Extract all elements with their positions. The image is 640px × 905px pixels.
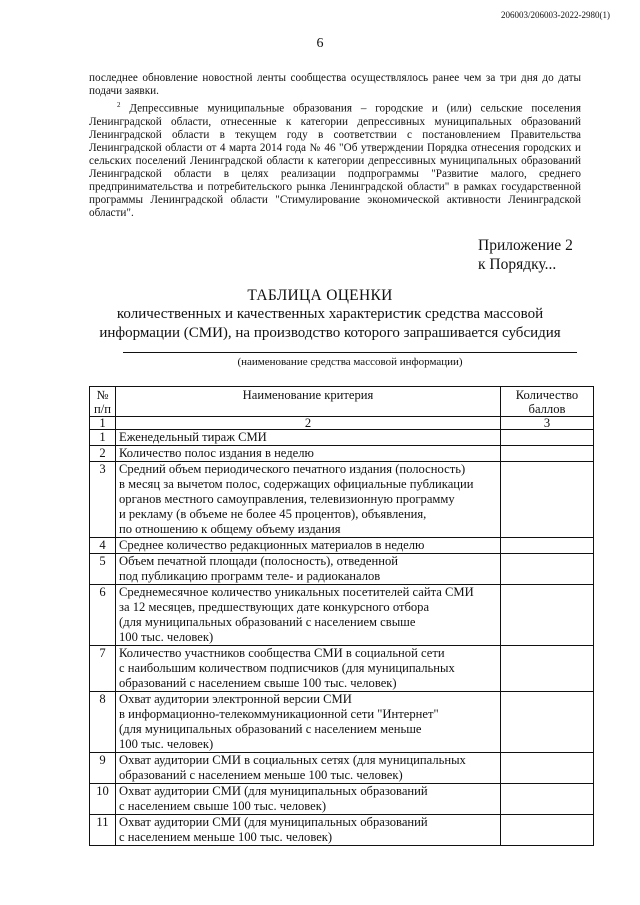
row-criterion: Еженедельный тираж СМИ xyxy=(116,430,501,446)
row-criterion: Количество полос издания в неделю xyxy=(116,446,501,462)
row-criterion: Среднее количество редакционных материалов в неделю xyxy=(116,538,501,554)
table-row xyxy=(90,585,594,646)
index-cell-3: 3 xyxy=(501,417,594,430)
row-criterion: Средний объем периодического печатного издания (полосность) в месяц за вычетом полос, содержащих официальные публикации органов местного самоуправления, телевизионную программу и рекламу (в объеме не более 45 процентов), объявления, по отношению к общему объему издания xyxy=(116,462,501,538)
footnote-continuation-text: последнее обновление новостной ленты сообщества осуществлялось ранее чем за три дня до даты подачи заявки. xyxy=(89,72,581,97)
row-number: 6 xyxy=(90,585,116,646)
header-score: Количество баллов xyxy=(501,387,594,417)
table-row xyxy=(90,753,594,784)
table-row xyxy=(90,554,594,585)
row-criterion: Объем печатной площади (полосность), отведенной под публикацию программ теле- и радиоканалов xyxy=(116,554,501,585)
row-criterion: Охват аудитории электронной версии СМИ в информационно-телекоммуникационной сети "Интернет" (для муниципальных образований с населением меньше 100 тыс. человек) xyxy=(116,692,501,753)
header-number: № п/п xyxy=(90,387,116,417)
table-row xyxy=(90,692,594,753)
index-cell-2: 2 xyxy=(116,417,501,430)
row-score xyxy=(501,646,594,692)
media-name-caption: (наименование средства массовой информации) xyxy=(237,356,463,368)
page-subtitle: количественных и качественных характеристик средства массовой информации (СМИ), на производство которого запрашивается субсидия xyxy=(99,306,561,341)
row-number: 7 xyxy=(90,646,116,692)
index-cell-1: 1 xyxy=(90,417,116,430)
row-number: 4 xyxy=(90,538,116,554)
row-number: 1 xyxy=(90,430,116,446)
footnote-2 xyxy=(89,99,581,220)
footnote-2-text: Депрессивные муниципальные образования – городские и (или) сельские поселения Ленинградской области, отнесенные к категории депрессивных муниципальных образований Ленинградской области в текущем году в соответствии с постановлением Правительства Ленинградской области от 4 марта 2014 года № 46 "Об утверждении Порядка отнесения городских и сельских поселений Ленинградской области к категории депрессивных муниципальных образований Ленинградской области в целях реализации подпрограммы "Развитие малого, среднего предпринимательства и потребительского рынка Ленинградской области" в рамках государственной программы Ленинградской области "Стимулирование экономической активности Ленинградской области". xyxy=(89,102,581,219)
row-score xyxy=(501,554,594,585)
row-score xyxy=(501,784,594,815)
table-row xyxy=(90,430,594,446)
row-score xyxy=(501,430,594,446)
row-score xyxy=(501,753,594,784)
table-row xyxy=(90,815,594,846)
scoring-table xyxy=(89,386,594,846)
row-criterion: Количество участников сообщества СМИ в социальной сети с наибольшим количеством подписчиков (для муниципальных образований с населением свыше 100 тыс. человек) xyxy=(116,646,501,692)
media-name-blank-line xyxy=(123,352,577,353)
footnote-2-mark: 2 xyxy=(117,101,121,109)
table-row xyxy=(90,784,594,815)
appendix-heading xyxy=(478,236,573,274)
table-row xyxy=(90,446,594,462)
appendix-line-1: Приложение 2 xyxy=(478,237,573,254)
row-criterion: Охват аудитории СМИ (для муниципальных образований с населением свыше 100 тыс. человек) xyxy=(116,784,501,815)
row-number: 5 xyxy=(90,554,116,585)
row-criterion: Среднемесячное количество уникальных посетителей сайта СМИ за 12 месяцев, предшествующих дате конкурсного отбора (для муниципальных образований с населением свыше 100 тыс. человек) xyxy=(116,585,501,646)
footnote-continuation xyxy=(89,72,581,98)
row-number: 10 xyxy=(90,784,116,815)
row-number: 9 xyxy=(90,753,116,784)
row-score xyxy=(501,538,594,554)
row-criterion: Охват аудитории СМИ (для муниципальных образований с населением меньше 100 тыс. человек) xyxy=(116,815,501,846)
row-criterion: Охват аудитории СМИ в социальных сетях (для муниципальных образований с населением меньше 100 тыс. человек) xyxy=(116,753,501,784)
header-criterion: Наименование критерия xyxy=(116,387,501,417)
table-row xyxy=(90,462,594,538)
table-row xyxy=(90,538,594,554)
row-score xyxy=(501,585,594,646)
page-number: 6 xyxy=(316,36,324,51)
row-number: 11 xyxy=(90,815,116,846)
table-index-row xyxy=(90,417,594,430)
table-row xyxy=(90,646,594,692)
page-title: ТАБЛИЦА ОЦЕНКИ xyxy=(247,287,393,304)
appendix-line-2: к Порядку... xyxy=(478,256,557,273)
row-score xyxy=(501,815,594,846)
row-number: 2 xyxy=(90,446,116,462)
document-number: 206003/206003-2022-2980(1) xyxy=(501,10,610,20)
row-number: 8 xyxy=(90,692,116,753)
row-score xyxy=(501,692,594,753)
table-header-row xyxy=(90,387,594,417)
row-score xyxy=(501,446,594,462)
row-number: 3 xyxy=(90,462,116,538)
row-score xyxy=(501,462,594,538)
